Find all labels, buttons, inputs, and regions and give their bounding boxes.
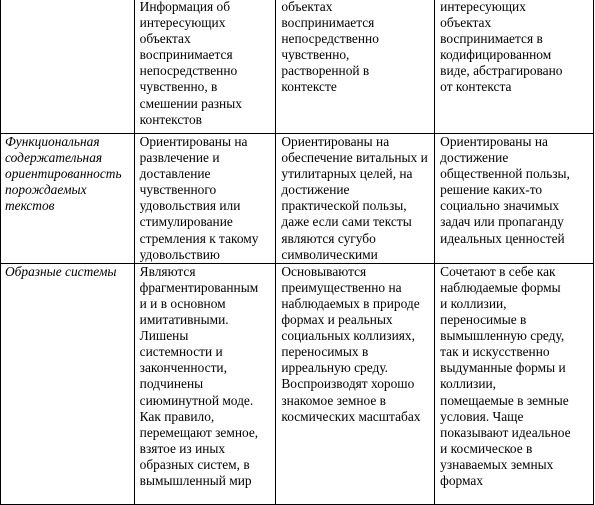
cell-text: Являются фрагментированным и и в основном имитативными. Лишены системности и законченности, подчинены сиюминутной моде. Как правило, перемещают земное, взятое из иных образных систем, в вымышленный мир [139,263,259,488]
table-cell [435,263,594,504]
row-header-cell [1,134,135,264]
table-cell [134,134,276,264]
table-cell [276,134,435,264]
cell-text: Ориентированы на обеспечение витальных и утилитарных целей, на достижение практической пользы, даже если сами тексты являются сугубо символическими [281,134,428,262]
row-header-text: Функциональная содержательная ориентированность порождаемых текстов [5,134,122,214]
cell-text: Ориентированы на развлечение и доставление чувственного удовольствия или стимулирование стремления к такому удовольствию [139,134,259,262]
table-cell [276,0,435,134]
row-header-cell [1,0,135,134]
table-cell [435,134,594,264]
row-header-text: Образные системы [5,263,117,279]
row-header-cell [1,263,135,504]
cell-text: Ориентированы на достижение общественной пользы, решение каких-то социально значимых задач или пропаганду идеальных ценностей [440,134,570,246]
table-cell [435,0,594,134]
cell-text: интересующих объектах воспринимается в кодифицированном виде, абстрагировано от контекста [440,0,563,95]
table-cell [134,263,276,504]
cell-text: объектах воспринимается непосредственно чувственно, растворенной в контексте [281,0,379,95]
cell-text: Основываются преимущественно на наблюдаемых в природе формах и реальных социальных коллизиях, переносимых в ирреальную среду. Воспроизводят хорошо знакомое земное в космических масштабах [281,263,421,424]
table-cell [276,263,435,504]
cell-text: Информация об интересующих объектах воспринимается непосредственно чувственно, в смешении разных контекстов [139,0,242,127]
cell-text: Сочетают в себе как наблюдаемые формы и коллизии, переносимые в вымышленную среду, так и искусственно выдуманные формы и коллизии, помещаемые в земные условия. Чаще показывают идеальное и космическое в узнаваемых земных формах [440,263,571,488]
table-row [1,134,594,264]
table-row [1,0,594,134]
table-row [1,263,594,504]
table-cell [134,0,276,134]
